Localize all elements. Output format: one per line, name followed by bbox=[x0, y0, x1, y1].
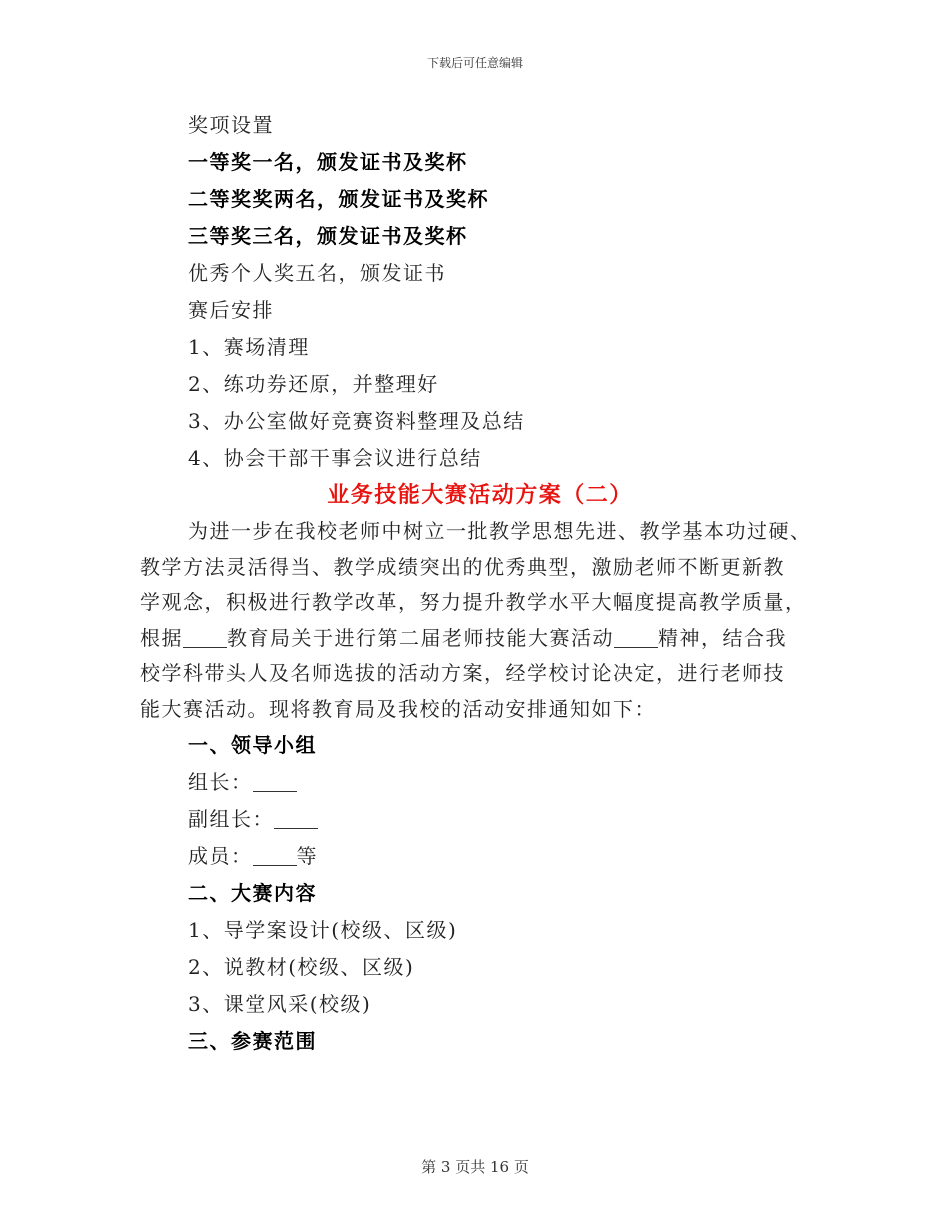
prize-third: 三等奖三名，颁发证书及奖杯 bbox=[188, 224, 468, 248]
contest-item: 2、说教材(校级、区级) bbox=[188, 955, 415, 979]
leader-line bbox=[140, 764, 820, 801]
after-item: 1、赛场清理 bbox=[188, 335, 310, 359]
page-footer: 第 3 页共 16 页 bbox=[421, 1158, 529, 1176]
contest-item: 3、课堂风采(校级) bbox=[188, 992, 372, 1016]
intro-text: 教育局关于进行第二届老师技能大赛活动 bbox=[227, 625, 614, 650]
prize-merit: 优秀个人奖五名，颁发证书 bbox=[188, 261, 446, 285]
document-body bbox=[140, 107, 820, 1060]
intro-text: 根据 bbox=[140, 625, 183, 650]
blank-underline bbox=[253, 845, 297, 866]
contest-heading: 二、大赛内容 bbox=[188, 881, 317, 905]
blank-underline bbox=[183, 627, 227, 648]
contest-item: 1、导学案设计(校级、区级) bbox=[188, 918, 458, 942]
prize-first: 一等奖一名，颁发证书及奖杯 bbox=[188, 150, 468, 174]
document-title: 业务技能大赛活动方案（二） bbox=[327, 482, 633, 508]
after-item: 2、练功券还原，并整理好 bbox=[188, 372, 439, 396]
intro-text: 精神，结合我 bbox=[658, 625, 787, 650]
intro-paragraph bbox=[140, 514, 820, 727]
blank-underline bbox=[614, 627, 658, 648]
leader-label: 组长： bbox=[188, 770, 253, 794]
page-header: 下载后可任意编辑 bbox=[426, 56, 523, 70]
members-label: 成员： bbox=[188, 844, 253, 868]
intro-line: 能大赛活动。现将教育局及我校的活动安排通知如下： bbox=[140, 696, 656, 721]
prize-second: 二等奖奖两名，颁发证书及奖杯 bbox=[188, 187, 489, 211]
after-item: 3、办公室做好竞赛资料整理及总结 bbox=[188, 409, 525, 433]
deputy-label: 副组长： bbox=[188, 807, 274, 831]
intro-line: 为进一步在我校老师中树立一批教学思想先进、教学基本功过硬、 bbox=[188, 519, 812, 543]
members-suffix: 等 bbox=[296, 844, 318, 868]
intro-line: 学观念，积极进行教学改革，努力提升教学水平大幅度提高教学质量， bbox=[140, 590, 807, 614]
leadership-heading: 一、领导小组 bbox=[188, 733, 317, 757]
scope-heading: 三、参赛范围 bbox=[188, 1029, 317, 1053]
blank-underline bbox=[274, 808, 318, 829]
after-item: 4、协会干部干事会议进行总结 bbox=[188, 446, 482, 470]
awards-heading: 奖项设置 bbox=[188, 113, 274, 137]
blank-underline bbox=[253, 771, 297, 792]
intro-line: 校学科带头人及名师选拔的活动方案，经学校讨论决定，进行老师技 bbox=[140, 661, 785, 685]
deputy-line bbox=[140, 801, 820, 838]
after-heading: 赛后安排 bbox=[188, 298, 274, 322]
members-line bbox=[140, 838, 820, 875]
intro-line: 教学方法灵活得当、教学成绩突出的优秀典型，激励老师不断更新教 bbox=[140, 554, 785, 579]
intro-line bbox=[140, 621, 820, 657]
